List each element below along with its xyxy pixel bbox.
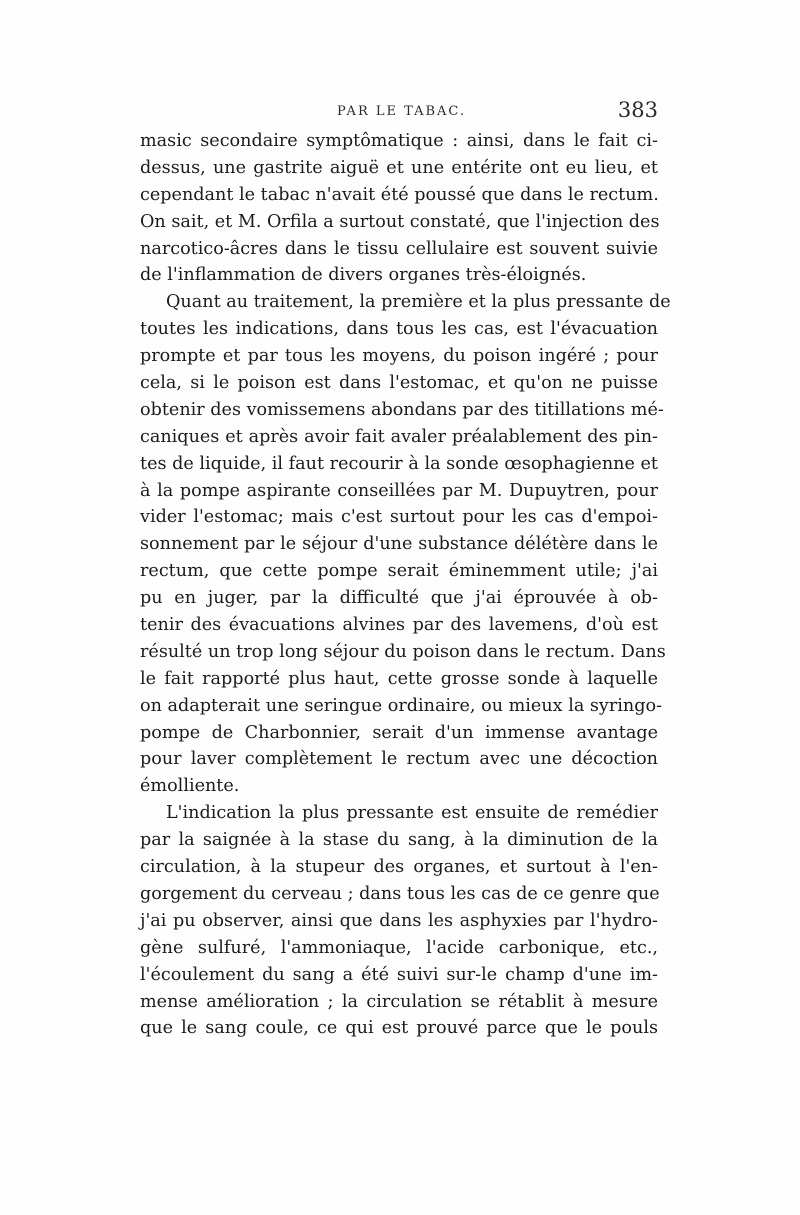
text-line: dessus, une gastrite aiguë et une entérite ont eu lieu, et (140, 157, 658, 178)
text-line: caniques et après avoir fait avaler préalablement des pin- (140, 426, 658, 447)
text-line: émolliente. (140, 776, 240, 797)
text-line: j'ai pu observer, ainsi que dans les asphyxies par l'hydro- (140, 910, 658, 931)
text-line: pu en juger, par la difficulté que j'ai éprouvée à ob- (140, 588, 658, 609)
text-line: le fait rapporté plus haut, cette grosse sonde à laquelle (140, 668, 658, 689)
text-line: rectum, que cette pompe serait éminemment utile; j'ai (140, 561, 658, 582)
text-line: gorgement du cerveau ; dans tous les cas de ce genre que (140, 883, 660, 904)
text-line: résulté un trop long séjour du poison dans le rectum. Dans (140, 641, 666, 662)
text-line: par la saignée à la stase du sang, à la diminution de la (140, 830, 658, 851)
text-line: de l'inflammation de divers organes très-éloignés. (140, 265, 587, 286)
text-line: tenir des évacuations alvines par des lavemens, d'où est (140, 615, 658, 636)
text-line: L'indication la plus pressante est ensuite de remédier (166, 803, 658, 824)
text-line: On sait, et M. Orfila a surtout constaté, que l'injection des (140, 211, 660, 232)
page-header (140, 100, 660, 126)
text-line: sonnement par le séjour d'une substance délétère dans le (140, 534, 658, 555)
text-line: circulation, à la stupeur des organes, et surtout à l'en- (140, 857, 658, 878)
paragraph-2 (140, 289, 671, 800)
text-line: gène sulfuré, l'ammoniaque, l'acide carbonique, etc., (140, 937, 658, 958)
running-title: PAR LE TABAC. (337, 104, 467, 119)
text-line: masic secondaire symptômatique : ainsi, dans le fait ci- (140, 131, 658, 151)
text-line: à la pompe aspirante conseillées par M. Dupuytren, pour (140, 480, 658, 501)
paragraph-3 (140, 800, 658, 1042)
text-line: obtenir des vomissemens abondans par des titillations mé- (140, 399, 664, 420)
body-text (140, 128, 671, 1042)
paragraph-1 (140, 128, 658, 289)
text-line: prompte et par tous les moyens, du poison ingéré ; pour (140, 346, 658, 367)
text-line: Quant au traitement, la première et la plus pressante de (166, 292, 671, 313)
text-line: on adapterait une seringue ordinaire, ou mieux la syringo- (140, 695, 663, 716)
text-line: vider l'estomac; mais c'est surtout pour les cas d'empoi- (140, 507, 658, 528)
text-line: narcotico-âcres dans le tissu cellulaire est souvent suivie (140, 238, 658, 259)
text-line: pour laver complètement le rectum avec une décoction (140, 749, 658, 770)
text-line: l'écoulement du sang a été suivi sur-le champ d'une im- (140, 964, 658, 985)
text-line: cependant le tabac n'avait été poussé que dans le rectum. (140, 184, 659, 205)
text-line: tes de liquide, il faut recourir à la sonde œsophagienne et (140, 453, 658, 474)
text-line: toutes les indications, dans tous les cas, est l'évacuation (140, 319, 658, 340)
text-line: pompe de Charbonnier, serait d'un immense avantage (140, 722, 658, 743)
text-line: cela, si le poison est dans l'estomac, et qu'on ne puisse (140, 373, 658, 394)
text-line: mense amélioration ; la circulation se rétablit à mesure (140, 991, 658, 1012)
text-line: que le sang coule, ce qui est prouvé parce que le pouls (140, 1018, 658, 1039)
page-number: 383 (617, 98, 658, 122)
